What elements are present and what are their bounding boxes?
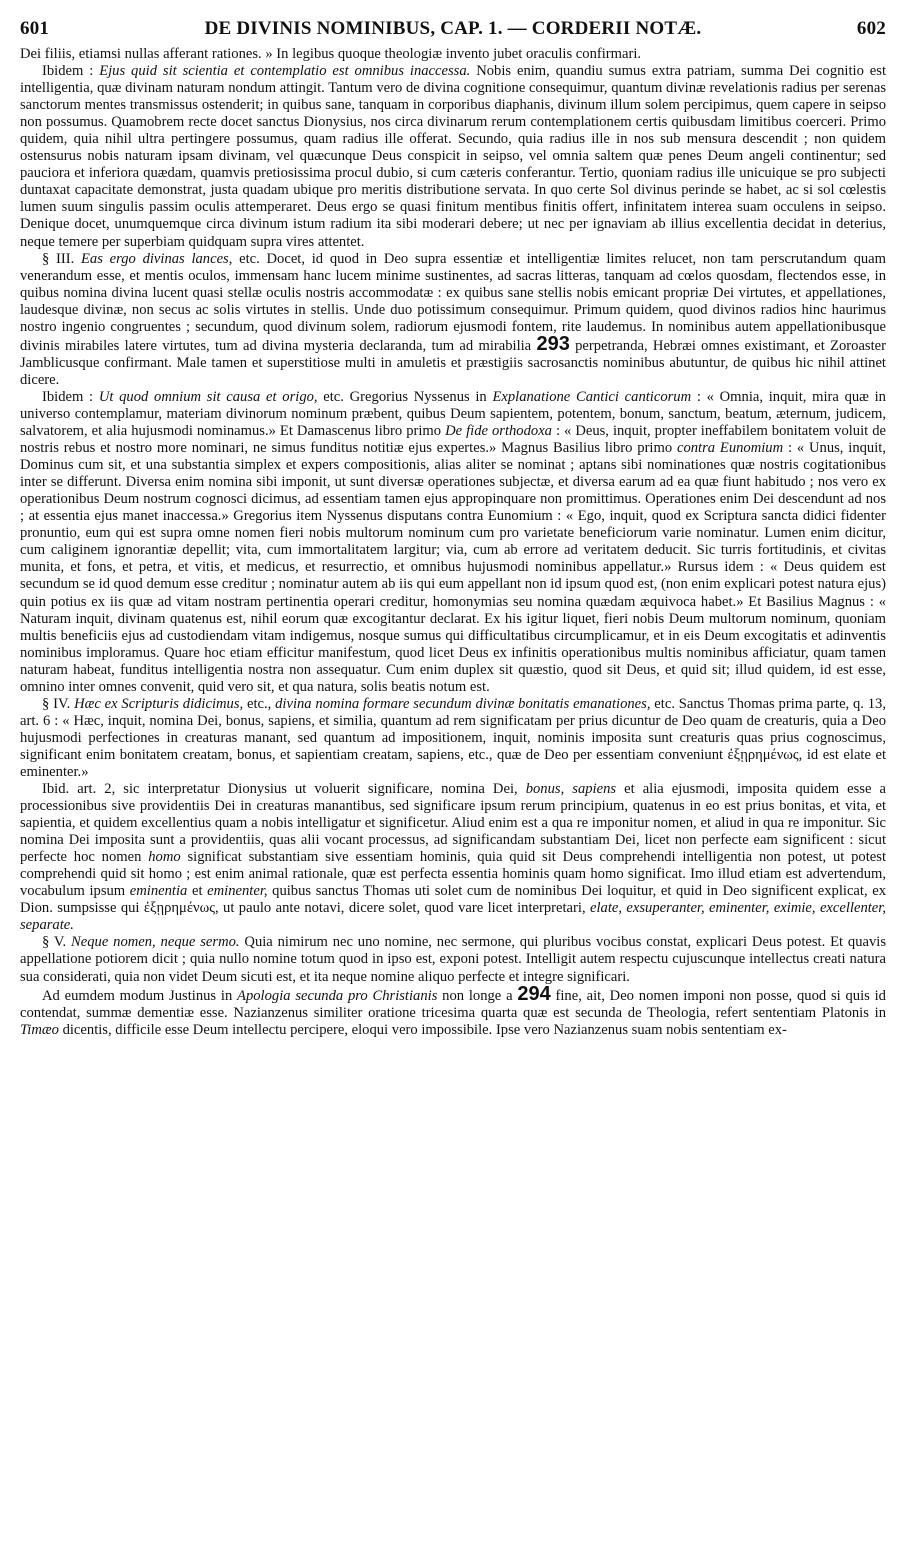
lemma: divina nomina formare secundum divinæ bonitatis emanationes, bbox=[275, 695, 651, 712]
paragraph bbox=[20, 251, 886, 389]
lemma: Ejus quid sit scientia et contemplatio est omnibus inaccessa. bbox=[99, 63, 471, 80]
paragraph-text: significat substantiam sive essentiam hominis, quia quid sit Deus comprehendi intelligentia non potest, ut potest comprehendi quid sit homo ; est enim animal rationale, quæ est perfecta essentia hominis quam homo significat. Imo illud etiam est advertendum, vocabulum ipsum bbox=[20, 849, 886, 900]
paragraph-lead: Ibidem : bbox=[42, 388, 99, 405]
emphasis: eminentia bbox=[129, 883, 188, 900]
paragraph-text: Dei filiis, etiamsi nullas afferant rationes. » In legibus quoque theologiæ invento jubet oraculis confirmari. bbox=[20, 46, 642, 62]
lemma: Neque nomen, neque sermo. bbox=[71, 934, 240, 951]
page-number-left: 601 bbox=[20, 18, 50, 39]
work-title: contra Eunomium bbox=[676, 440, 784, 457]
paragraph-text: sic interpretatur Dionysius ut voluerit significare, nomina Dei, bbox=[123, 781, 526, 798]
emphasis: homo bbox=[148, 849, 181, 866]
work-title: Explanatione Cantici canticorum bbox=[492, 388, 692, 405]
work-title: De fide orthodoxa bbox=[445, 423, 552, 440]
page-number-right: 602 bbox=[856, 18, 886, 39]
paragraph-text: perpetranda, Hebræi omnes existimant, et Zoroaster Jamblicusque confirmant. Male tamen et superstitiose multi in amuletis et præstigiis sacrosanctis nominibus abutuntur, de quibus hic nihil attinet dicere. bbox=[20, 337, 886, 388]
paragraph bbox=[20, 389, 886, 696]
paragraph-text: etc. Docet, id quod in Deo supra essentiæ et intelligentiæ limites relucet, non tam perscrutandum quam venerandum esse, et mentis oculos, immensam hanc lucem minime sustinentes, ad sacras litteras, tanquam ad cœlos quosdam, flectendos esse, in quibus nomina divina lucent quasi stellæ oculis nostris accommodatæ : ex quibus sane stellis nobis emicant propriæ Dei virtutes, et appellationes, laudesque divinæ, non secus ac solis virtutes in stellis. Unde duo potissimum consequimur. Primum quidem, quod divinos radios hinc haurimus nostro ingenio congruentes ; secundum, quod divinum solem, radiorum ejusmodi fontem, rite laudemus. In nominibus autem appellationibusque divinis mirabiles latere virtutes, tum ad divina mysteria declaranda, tum ad mirabilia bbox=[20, 250, 887, 354]
paragraph bbox=[20, 46, 886, 63]
paragraph-text: quibus sanctus Thomas uti solet cum de nominibus Dei loquitur, et quid in Deo significent explicat, ex Dion. sumpsisse qui ἐξῃρημένως, ut paulo ante notavi, dicere solet, quod vare licet interpretari, bbox=[20, 883, 886, 917]
paragraph-text: etc. Sanctus Thomas prima parte, q. 13, art. 6 : « Hæc, inquit, nomina Dei, bonus, sapiens, et similia, quantum ad rem significatam per prius dicuntur de Deo quam de creaturis, quia a Deo hujusmodi perfectiones in creaturas manant, sed quantum ad impositionem, inquit, nominis imposita sunt creaturis quas prius cognoscimus, significant enim bonitatem creatam, bonus, et sapientiam creatam, sapiens, etc., quæ de Deo per essentiam conveniunt ἐξῃρημένως, id est elate et eminenter.» bbox=[20, 695, 887, 780]
section-mark: § III. bbox=[42, 250, 81, 267]
paragraph bbox=[20, 696, 886, 781]
emphasis: elate, exsuperanter, eminenter, eximie, excellenter, separate. bbox=[20, 900, 886, 934]
paragraph-lead: Ad eumdem modum Justinus in bbox=[42, 987, 238, 1004]
paragraph-text: : « Deus, inquit, propter ineffabilem bonitatem voluit de nostris rebus et nostro more nominari, ne simus funditus notitiæ ejus expertes.» Magnus Basilius libro primo bbox=[20, 423, 886, 457]
paragraph bbox=[20, 982, 886, 1039]
paragraph-text: et bbox=[187, 883, 208, 900]
paragraph bbox=[20, 781, 886, 934]
paragraph-text: : « Omnia, inquit, mira quæ in universo contemplamur, materiam divinorum nominum præbent, quibus Deum sapientem, potentem, bonum, sanctum, beatum, æternum, judicem, salvatorem, et alia hujusmodi nominamus.» Et Damascenus libro primo bbox=[20, 388, 886, 440]
paragraph-text: dicentis, difficile esse Deum intellectu percipere, eloqui vero impossibile. Ipse vero Nazianzenus suam nobis sententiam ex- bbox=[58, 1021, 787, 1038]
lemma: Eas ergo divinas lances, bbox=[81, 250, 233, 267]
paragraph-lead: Ibidem : bbox=[42, 63, 100, 80]
paragraph-text: non longe a bbox=[437, 987, 513, 1004]
paragraph bbox=[20, 934, 886, 985]
work-title: Apologia secunda pro Christianis bbox=[237, 987, 438, 1004]
margin-number: 294 bbox=[517, 982, 551, 1005]
emphasis: bonus, sapiens bbox=[525, 781, 617, 798]
paragraph bbox=[20, 63, 886, 251]
work-title: Timæo bbox=[20, 1021, 59, 1038]
paragraph-text: : « Unus, inquit, Dominus cum sit, et una substantia simplex et expers compositionis, alias aliter se nominat ; aptans sibi nominationes quæ nostris cogitationibus inter se differunt. Diversa enim nomina sibi imponit, ut sunt diversæ operationes subjectæ, et diversa earum ad ea quæ fiunt habitudo ; nos vero ex operationibus Deum nostrum cognosci dicimus, ad essentiam tamen ejus appropinquare non promittimus. Operationes enim Dei descendunt ad nos ; at essentia ejus manet inaccessa.» Gregorius item Nyssenus disputans contra Eunomium : « Ego, inquit, quod ex Scriptura sancta didici fidenter pronuntio, eum qui est supra omne nomen fieri nobis multorum nominum cum pro varietate beneficiorum varie nominatur. Lumen enim dicitur, cum caliginem ignorantiæ depellit; vita, cum immortalitatem largitur; via, cum ab errore ad veritatem deducit. Sic turris fortitudinis, et civitas munita, et fons, et petra, et vitis, et medicus, et resurrectio, et omnibus hujusmodi nominibus appellatur.» Rursus idem : « Deus quidem est secundum se id quod demum esse creditur ; nominatur autem ab iis qui eum appellant non id ipsum quod est, (non enim explicari potest natura ejus) quin potius ex iis quæ ad vitam nostram pertinentia operari creditur, homonymias seu nomina quædam æquivoca habet.» Et Basilius Magnus : « Naturam inquit, divinam quatenus est, nihil eorum quæ excogitantur declarat. Ex his igitur liquet, fieri nobis Deum multorum nominum, quoniam multis beneficiis ejus ad custodiendam vitam indigemus, nosque sumus qui difficultatibus circumplicamur, et in eis Deum excogitatis et adinventis nominibus imploramus. Quare hoc etiam efficitur manifestum, quod licet Deus ex infinitis operationibus multis nominibus afficiatur, quam tamen naturam habeat, funditus intelligentia nostra non assequatur. Cum enim duplex sit quæstio, quod sit Deus, et quid sit; illud quidem, id est esse, omnino inter omnes convenit, quid vero sit, et qua natura, solis beatis notum est. bbox=[20, 440, 886, 695]
paragraph-text: Quia nimirum nec uno nomine, nec sermone, qui pluribus vocibus constat, explicari Deus potest. Et quavis appellatione potiorem dicit ; quia nullo nomine totum quod in ipso est, exponi potest. Intelligit autem respectu cujuscunque intellectus creati natura sua considerati, quia non videt Deum sicuti est, et ita neque nomine aliquo perfecte et integre significari. bbox=[20, 934, 887, 985]
margin-number: 293 bbox=[536, 332, 570, 355]
section-mark: § V. bbox=[42, 934, 72, 951]
text-body bbox=[20, 46, 886, 1039]
emphasis: eminenter, bbox=[207, 883, 268, 900]
lemma: Hæc ex Scripturis didicimus, bbox=[74, 695, 244, 712]
running-header bbox=[20, 16, 886, 46]
paragraph-lead: Ibid. art. 2, bbox=[42, 781, 124, 798]
lemma: Ut quod omnium sit causa et origo, bbox=[98, 388, 318, 405]
running-title: DE DIVINIS NOMINIBUS, CAP. 1. — CORDERII NOTÆ. bbox=[204, 18, 702, 39]
paragraph-text: fine, ait, Deo nomen imponi non posse, quod si quis id contendat, summæ dementiæ esse. Nazianzenus similiter oratione tricesima quarta quæ est secunda de Theologia, refert sententiam Platonis in bbox=[20, 987, 886, 1021]
paragraph-text: etc., bbox=[243, 695, 276, 712]
paragraph-text: etc. Gregorius Nyssenus in bbox=[317, 388, 493, 405]
section-mark: § IV. bbox=[42, 695, 75, 712]
paragraph-text: Nobis enim, quandiu sumus extra patriam, summa Dei cognitio est intelligentia, quæ divinam naturam nondum attingit. Tantum vero de divina cognitione consequimur, quantum divinæ revelationis radius per serenas sanctorum mentes transmissus ostenderit; in quibus sane, tanquam in corporibus diaphanis, divinum illum solem percipimus, quem capere in seipso non possumus. Quamobrem recte docet sanctus Dionysius, nos circa divinarum rerum contemplationem certis quibusdam limitibus coerceri. Primo quidem, quia nihil ultra pertingere possumus, quam radius ille offerat. Secundo, quia radius ille in nos sub mensura descendit ; non quidem ostensurus nobis naturam ipsam divinam, vel quæcunque Deus conspicit in seipso, vel omnia saltem quæ penes Deum angeli continentur; sed pauciora et inferiora quædam, quamvis pretiosissima procul dubio, si cum cæteris conferantur. Tertio, quoniam radius ille unicuique se pro subjecti duntaxat capacitate demonstrat, justa quadam ubique pro meritis distributione servata. In quo certe Sol divinus perinde se habet, ac si sol cœlestis lumen suum singulis passim oculis attemperaret. Deus ergo se quasi finitum mentibus finitis offert, infinitatem interea suam occulens in seipso. Denique docet, unumquemque circa divinum istum radium ita sibi moderari debere; ut nec per ignaviam ab illius excellentia decidat in deterius, neque temere per superbiam quidquam supra vires attentet. bbox=[20, 63, 886, 250]
paragraph-text: et alia ejusmodi, imposita quidem esse a processionibus sive providentiis Dei in creaturas manantibus, sed significare ipsum rerum principium, quatenus in eo est prius bonitas, et vita, et sapientia, et quidem excellentius quam a nobis intelligatur et significetur. Aliud enim est a qua re imponitur nomen, et aliud in qua re imponitur. Sic nomina Dei imposita sunt a providentiis, quas alii vocant processus, ad significandam substantiam Dei, licet non perfecte eam significent : sicut perfecte hoc nomen bbox=[20, 781, 886, 866]
